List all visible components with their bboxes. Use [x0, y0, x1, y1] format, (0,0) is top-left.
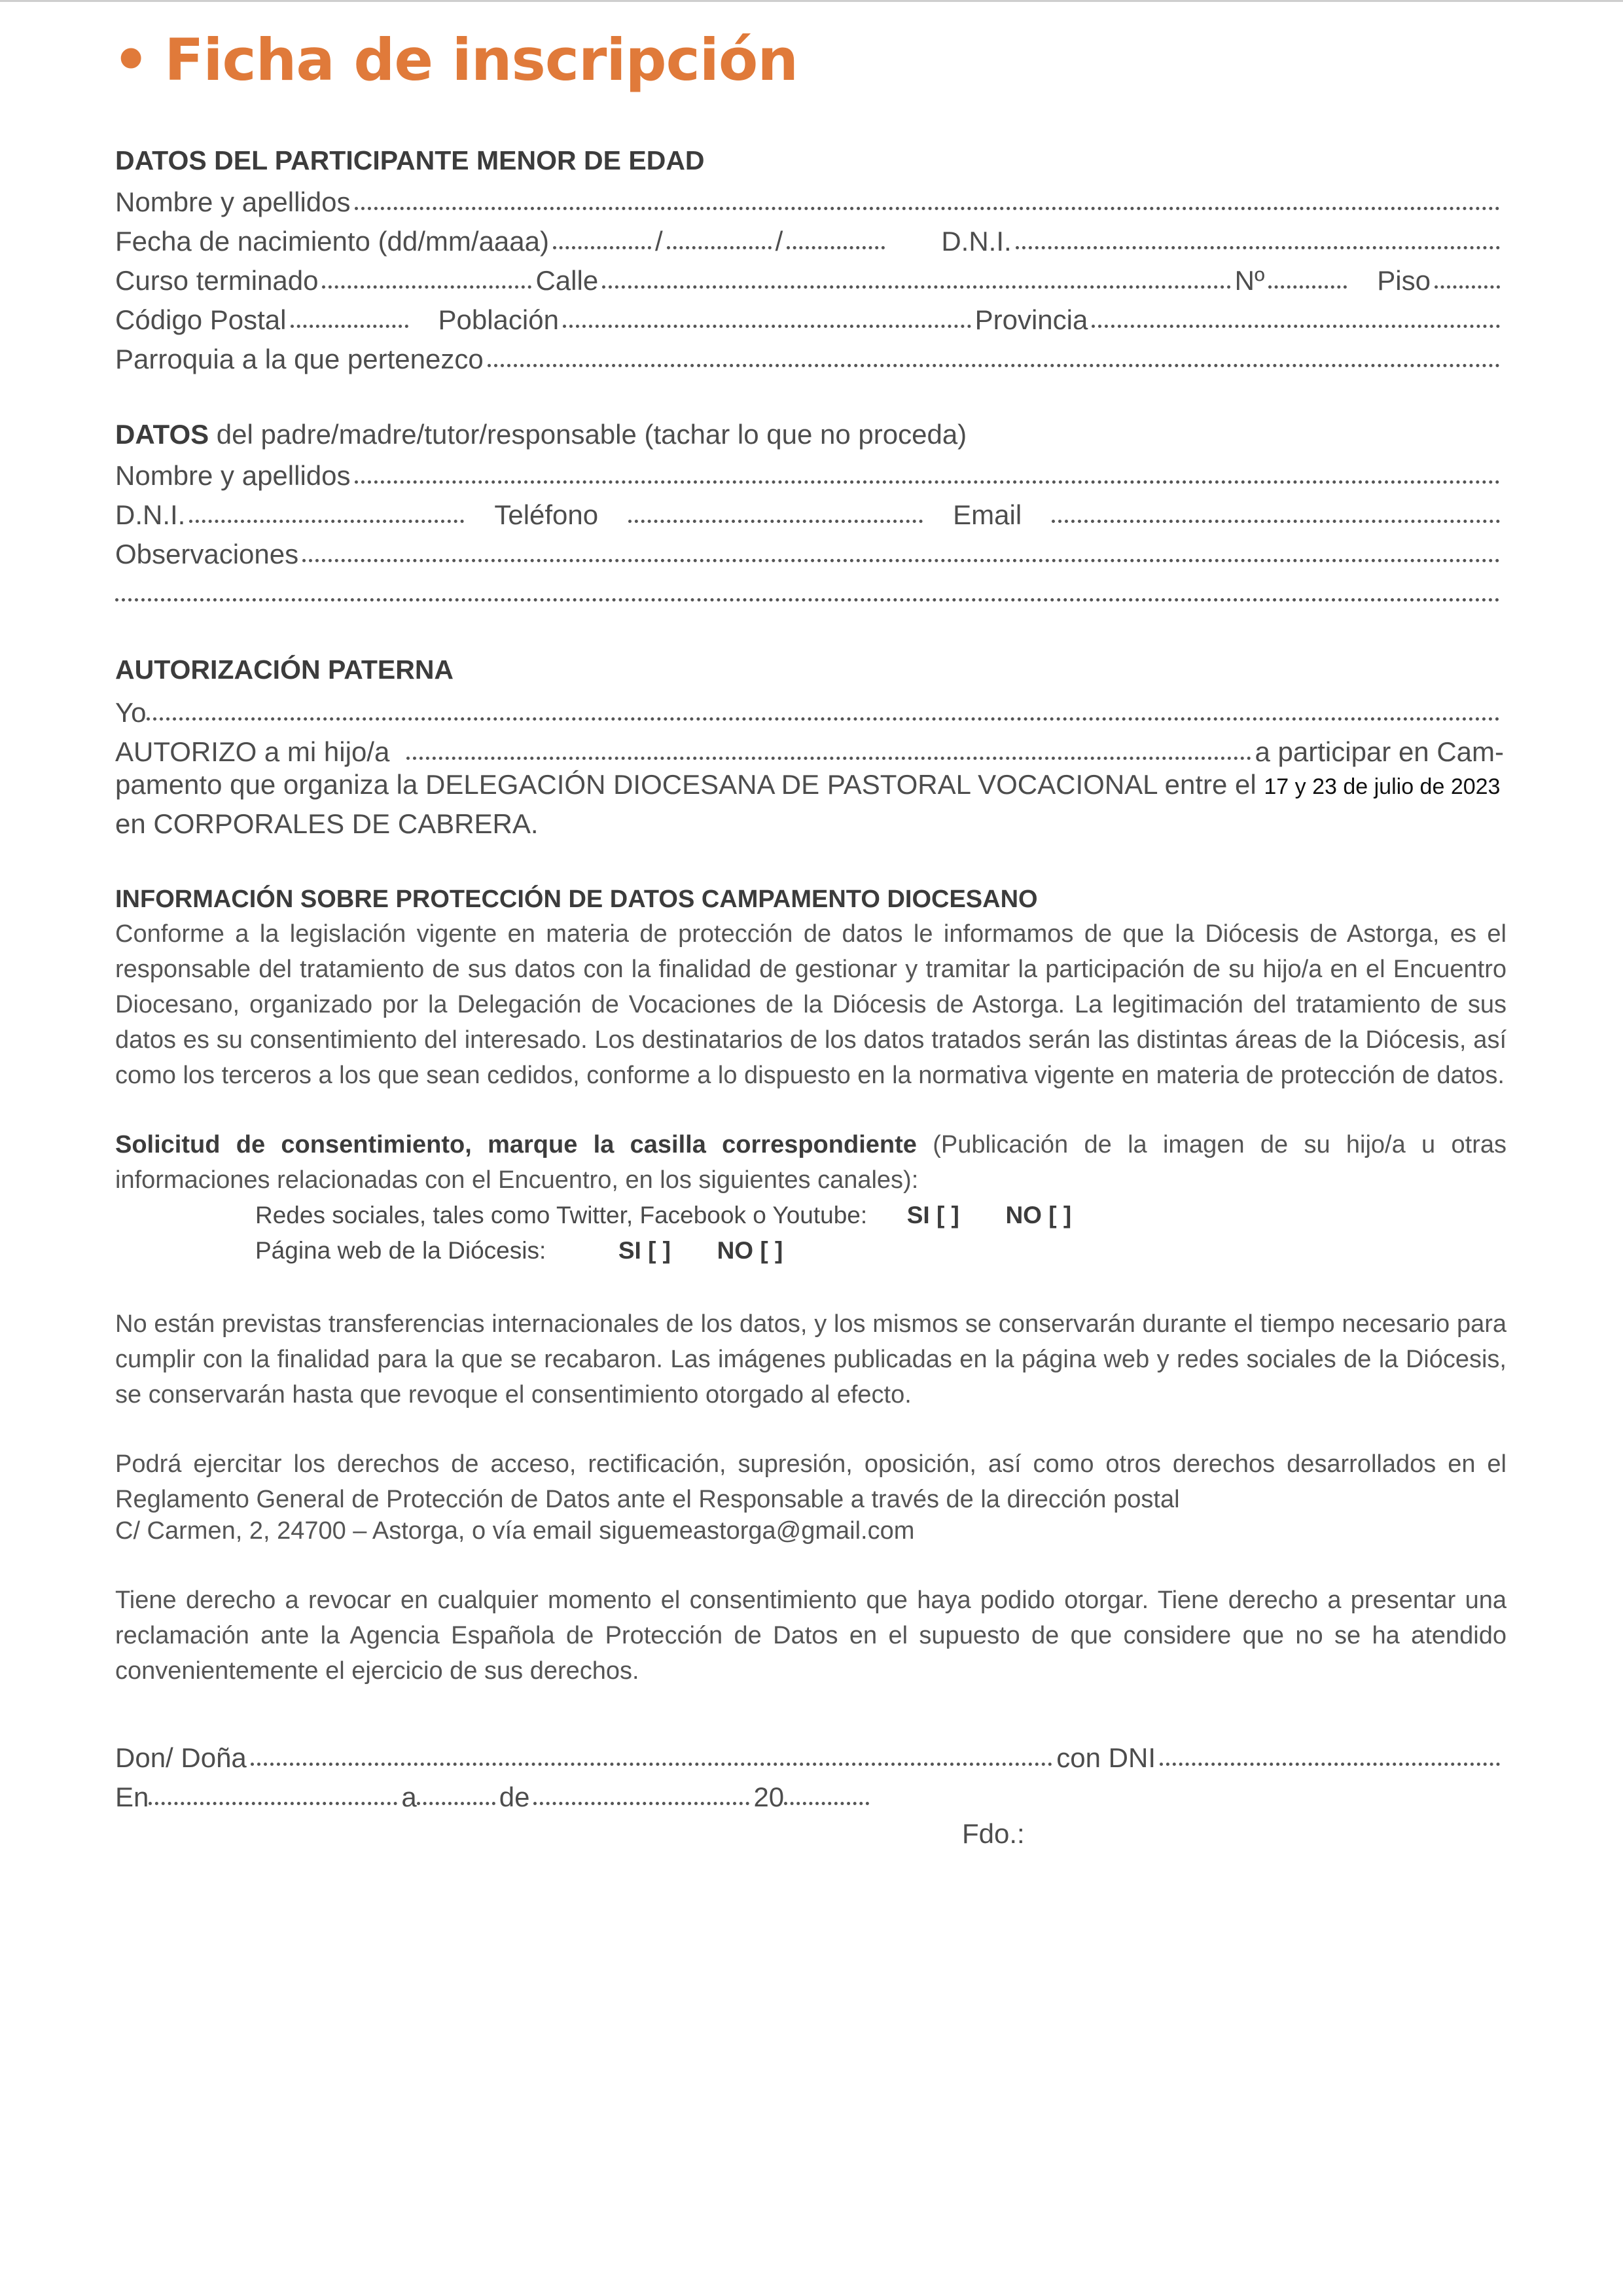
camp-location-line: en CORPORALES DE CABRERA.	[115, 808, 539, 839]
observations-field-2[interactable]	[115, 598, 1500, 601]
don-label: Don/ Doña	[115, 1742, 247, 1773]
de-label: de	[499, 1782, 530, 1812]
consent-web-row	[255, 1237, 783, 1265]
section-authorization-heading: AUTORIZACIÓN PATERNA	[115, 655, 454, 685]
authorizer-row	[115, 691, 1504, 728]
consent-request	[115, 1127, 1507, 1198]
participant-address-row	[115, 259, 1504, 296]
participate-label: a participar en Cam-	[1255, 736, 1504, 767]
signature-place-date-row	[115, 1775, 914, 1813]
participant-location-row	[115, 298, 1504, 336]
street-field[interactable]	[602, 285, 1230, 289]
participant-dni-label: D.N.I.	[941, 226, 1012, 257]
title-text: Ficha de inscripción	[164, 26, 798, 94]
course-label: Curso terminado	[115, 265, 319, 296]
yo-label: Yo	[115, 697, 147, 728]
con-dni-label: con DNI	[1056, 1742, 1156, 1773]
email-label: Email	[953, 499, 1022, 530]
rights-paragraph: Podrá ejercitar los derechos de acceso, rectificación, supresión, oposición, así como otros derechos desarrollados en el Reglamento General de Protección de Datos ante el Responsable a través de la dirección postal	[115, 1450, 1507, 1513]
town-field[interactable]	[563, 325, 971, 328]
en-label: En	[115, 1782, 149, 1812]
signature-label: Fdo.:	[962, 1818, 1025, 1849]
participant-birth-row	[115, 219, 1504, 257]
section-data-protection-heading: INFORMACIÓN SOBRE PROTECCIÓN DE DATOS CAMPAMENTO DIOCESANO	[115, 886, 1038, 913]
a-label: a	[401, 1782, 417, 1812]
section-guardian-heading	[115, 419, 967, 450]
guardian-name-field[interactable]	[355, 480, 1500, 484]
province-label: Provincia	[974, 304, 1088, 335]
guardian-contact-row	[115, 493, 1504, 531]
camp-organizer-text: pamento que organiza la DELEGACIÓN DIOCESANA DE PASTORAL VOCACIONAL entre el	[115, 769, 1257, 800]
email-field[interactable]	[1052, 520, 1500, 523]
website-label: Página web de la Diócesis:	[255, 1237, 546, 1264]
authorize-label: AUTORIZO a mi hijo/a	[115, 736, 390, 767]
signer-dni-field[interactable]	[1160, 1763, 1500, 1766]
participant-name-label: Nombre y apellidos	[115, 187, 351, 217]
participant-dni-field[interactable]	[1016, 246, 1500, 249]
participant-name-field[interactable]	[355, 207, 1500, 210]
observations-label: Observaciones	[115, 539, 299, 569]
camp-organizer-line	[115, 769, 1500, 800]
guardian-dni-label: D.N.I.	[115, 499, 186, 530]
month-field[interactable]	[533, 1802, 749, 1805]
guardian-name-row	[115, 454, 1504, 492]
social-networks-label: Redes sociales, tales como Twitter, Facebook o Youtube:	[255, 1202, 868, 1229]
web-no-checkbox[interactable]: NO [ ]	[717, 1237, 783, 1264]
social-no-checkbox[interactable]: NO [ ]	[1005, 1202, 1072, 1229]
contact-address: C/ Carmen, 2, 24700 – Astorga, o vía email siguemeastorga@gmail.com	[115, 1517, 915, 1545]
data-protection-paragraph: Conforme a la legislación vigente en materia de protección de datos le informamos de que la Diócesis de Astorga, es el responsable del tratamiento de sus datos con la finalidad de gestionar y tramitar la participación de su hijo/a en el Encuentro Diocesano, organizado por la Delegación de Vocaciones de la Diócesis de Astorga. La legitimación del tratamiento de sus datos es su consentimiento del interesado. Los destinatarios de los datos tratados serán las distintas áreas de la Diócesis, así como los terceros a los que sean cedidos, conforme a lo dispuesto en la normativa vigente en materia de protección de datos.	[115, 920, 1507, 1089]
birth-slash-1: /	[655, 226, 663, 257]
web-si-checkbox[interactable]: SI [ ]	[618, 1237, 671, 1264]
birth-year-field[interactable]	[787, 246, 885, 249]
street-label: Calle	[535, 265, 599, 296]
consent-heading-rest: (Publicación de la imagen de su hijo/a u otras informaciones relacionadas con el Encuentro, en los siguientes canales):	[115, 1131, 1507, 1194]
title-bullet: •	[113, 26, 149, 94]
birthdate-label: Fecha de nacimiento (dd/mm/aaaa)	[115, 226, 549, 257]
transfer-paragraph: No están previstas transferencias internacionales de los datos, y los mismos se conservarán durante el tiempo necesario para cumplir con la finalidad para la que se recabaron. Las imágenes publicadas en la página web y redes sociales de la Diócesis, se conservarán hasta que revoque el consentimiento otorgado al efecto.	[115, 1310, 1507, 1408]
authorizer-field[interactable]	[147, 717, 1500, 721]
revoke-paragraph: Tiene derecho a revocar en cualquier momento el consentimiento que haya podido otorgar. Tiene derecho a presentar una reclamación ante la Agencia Española de Protección de Datos en el supuesto de que considere que no se ha atendido convenientemente el ejercicio de sus derechos.	[115, 1587, 1507, 1685]
consent-social-row	[255, 1202, 1071, 1229]
observations-row	[115, 532, 1504, 570]
guardian-heading-rest: del padre/madre/tutor/responsable (tachar lo que no proceda)	[209, 419, 967, 450]
day-field[interactable]	[417, 1802, 495, 1805]
birth-month-field[interactable]	[667, 246, 772, 249]
birth-day-field[interactable]	[553, 246, 651, 249]
number-field[interactable]	[1268, 285, 1347, 289]
floor-field[interactable]	[1435, 285, 1500, 289]
observations-row-2	[115, 571, 1504, 609]
child-name-field[interactable]	[406, 757, 1251, 760]
camp-dates: 17 y 23 de julio de 2023	[1264, 774, 1501, 799]
postal-code-label: Código Postal	[115, 304, 287, 335]
parish-row	[115, 337, 1504, 375]
parish-label: Parroquia a la que pertenezco	[115, 344, 484, 374]
parish-field[interactable]	[488, 364, 1500, 367]
guardian-dni-field[interactable]	[189, 520, 464, 523]
social-si-checkbox[interactable]: SI [ ]	[906, 1202, 959, 1229]
consent-heading-bold: Solicitud de consentimiento, marque la casilla correspondiente	[115, 1131, 917, 1158]
participant-name-row	[115, 180, 1504, 218]
phone-field[interactable]	[628, 520, 923, 523]
course-field[interactable]	[322, 285, 531, 289]
year-prefix: 20	[753, 1782, 785, 1812]
province-field[interactable]	[1092, 325, 1500, 328]
postal-code-field[interactable]	[291, 325, 408, 328]
phone-label: Teléfono	[494, 499, 599, 530]
year-field[interactable]	[784, 1802, 869, 1805]
signer-name-field[interactable]	[251, 1763, 1052, 1766]
authorize-child-row	[115, 730, 1504, 768]
birth-slash-2: /	[775, 226, 783, 257]
top-border	[0, 0, 1623, 2]
guardian-name-label: Nombre y apellidos	[115, 460, 351, 491]
place-field[interactable]	[149, 1802, 397, 1805]
section-participant-heading: DATOS DEL PARTICIPANTE MENOR DE EDAD	[115, 145, 705, 175]
town-label: Población	[438, 304, 559, 335]
floor-label: Piso	[1377, 265, 1431, 296]
signature-name-row	[115, 1736, 1504, 1774]
page-title	[113, 26, 798, 94]
number-label: Nº	[1234, 265, 1265, 296]
observations-field[interactable]	[302, 559, 1500, 562]
guardian-heading-bold: DATOS	[115, 419, 209, 450]
